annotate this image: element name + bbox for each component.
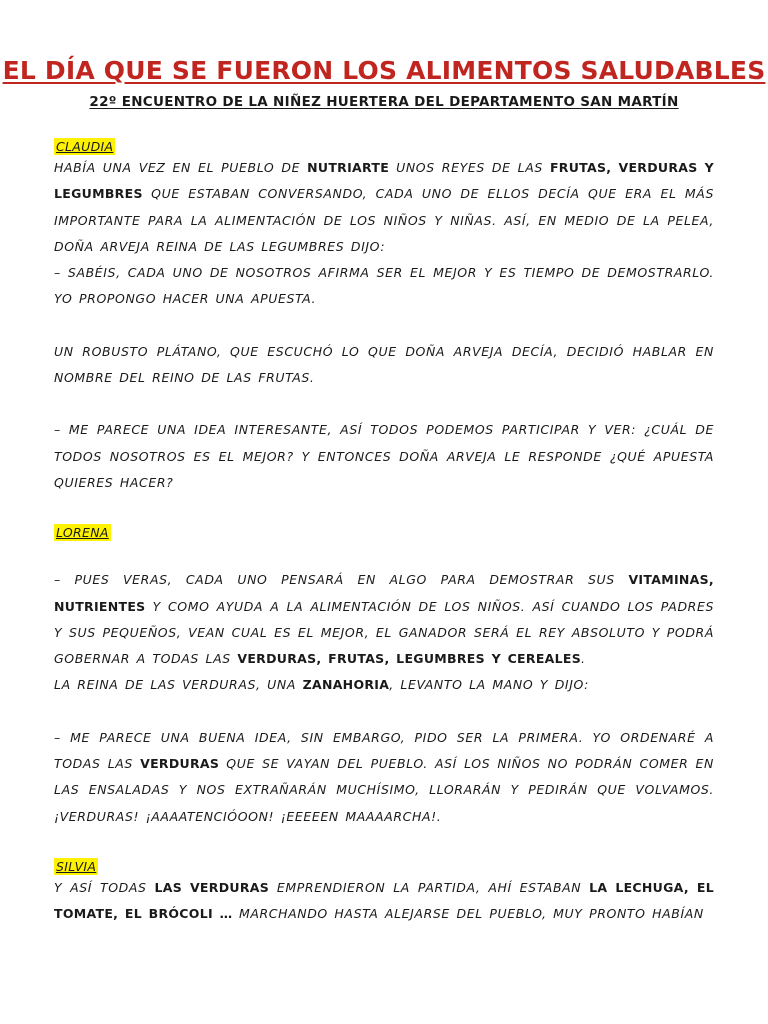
bold-run: LAS VERDURAS xyxy=(154,879,270,895)
text-run: Y ASÍ TODAS xyxy=(54,879,155,895)
bold-run: VITAMINAS, NUTRIENTES xyxy=(54,572,714,614)
text-run: Y COMO AYUDA A LA ALIMENTACIÓN DE LOS NIÑOS. ASÍ CUANDO LOS PADRES Y SUS PEQUEÑOS, VEAN CUAL ES EL MEJOR, EL GANADOR SERÁ EL REY ABSOLUTO Y PODRÁ GOBERNAR A TODAS LAS xyxy=(54,598,714,667)
speaker-lorena: LORENA xyxy=(56,525,109,541)
text-run: – PUES VERAS, CADA UNO PENSARÁ EN ALGO PARA DEMOSTRAR SUS xyxy=(54,572,629,588)
paragraph-1 xyxy=(54,155,714,260)
bold-run: VERDURAS xyxy=(140,756,220,772)
bold-run: NUTRIARTE xyxy=(307,160,390,175)
spacer xyxy=(54,391,714,417)
text-run: – ME PARECE UNA BUENA IDEA, SIN EMBARGO, PIDO SER LA PRIMERA. YO ORDENARÉ A TODAS LAS xyxy=(54,729,714,772)
story-body xyxy=(54,136,714,928)
text-run: EMPRENDIERON LA PARTIDA, AHÍ ESTABAN xyxy=(269,879,590,895)
speaker-silvia: SILVIA xyxy=(56,858,97,874)
text-run: . xyxy=(581,651,586,667)
spacer xyxy=(54,313,714,339)
speaker-claudia: CLAUDIA xyxy=(56,139,114,154)
spacer xyxy=(54,830,714,856)
bold-run: LA LECHUGA, EL TOMATE, EL BRÓCOLI … xyxy=(54,879,714,922)
bold-run: VERDURAS, FRUTAS, LEGUMBRES Y CEREALES xyxy=(237,651,582,667)
spacer xyxy=(54,541,714,567)
spacer xyxy=(54,496,714,522)
paragraph-7 xyxy=(54,725,714,830)
text-run: QUE SE VAYAN DEL PUEBLO. ASÍ LOS NIÑOS NO PODRÁN COMER EN LAS ENSALADAS Y NOS EXTRAÑARÁN MUCHÍSIMO, LLORARÁN Y PEDIRÁN QUE VOLVAMOS. ¡VERDURAS! ¡AAAATENCIÓOON! ¡EEEEEN MAAAARCHA!. xyxy=(54,756,715,824)
text-run: QUE ESTABAN CONVERSANDO, CADA UNO DE ELLOS DECÍA QUE ERA EL MÁS IMPORTANTE PARA LA ALIMENTACIÓN DE LOS NIÑOS Y NIÑAS. ASÍ, EN MEDIO DE LA PELEA, DOÑA ARVEJA REINA DE LAS LEGUMBRES DIJO: xyxy=(54,186,714,254)
spacer xyxy=(54,699,714,725)
text-run: , LEVANTO LA MANO Y DIJO: xyxy=(389,677,589,693)
document-subtitle: 22º ENCUENTRO DE LA NIÑEZ HUERTERA DEL DEPARTAMENTO SAN MARTÍN xyxy=(89,94,679,110)
paragraph-8 xyxy=(54,875,714,928)
paragraph-6 xyxy=(54,672,714,698)
bold-run: FRUTAS, VERDURAS Y LEGUMBRES xyxy=(54,160,715,202)
bold-run: ZANAHORIA xyxy=(302,677,390,693)
paragraph-4: – ME PARECE UNA IDEA INTERESANTE, ASÍ TODOS PODEMOS PARTICIPAR Y VER: ¿CUÁL DE TODOS NOSOTROS ES EL MEJOR? Y ENTONCES DOÑA ARVEJA LE RESPONDE ¿QUÉ APUESTA QUIERES HACER? xyxy=(54,422,714,490)
paragraph-5 xyxy=(54,567,714,672)
paragraph-2: – SABÉIS, CADA UNO DE NOSOTROS AFIRMA SER EL MEJOR Y ES TIEMPO DE DEMOSTRARLO. YO PROPONGO HACER UNA APUESTA. xyxy=(54,265,714,307)
text-run: UNOS REYES DE LAS xyxy=(389,160,550,175)
paragraph-3: UN ROBUSTO PLÁTANO, QUE ESCUCHÓ LO QUE DOÑA ARVEJA DECÍA, DECIDIÓ HABLAR EN NOMBRE DEL REINO DE LAS FRUTAS. xyxy=(54,343,714,386)
text-run: MARCHANDO HASTA ALEJARSE DEL PUEBLO, MUY PRONTO HABÍAN xyxy=(232,906,704,922)
document-title: EL DÍA QUE SE FUERON LOS ALIMENTOS SALUDABLES xyxy=(2,56,766,85)
text-run: LA REINA DE LAS VERDURAS, UNA xyxy=(54,677,303,693)
text-run: HABÍA UNA VEZ EN EL PUEBLO DE xyxy=(54,160,308,175)
